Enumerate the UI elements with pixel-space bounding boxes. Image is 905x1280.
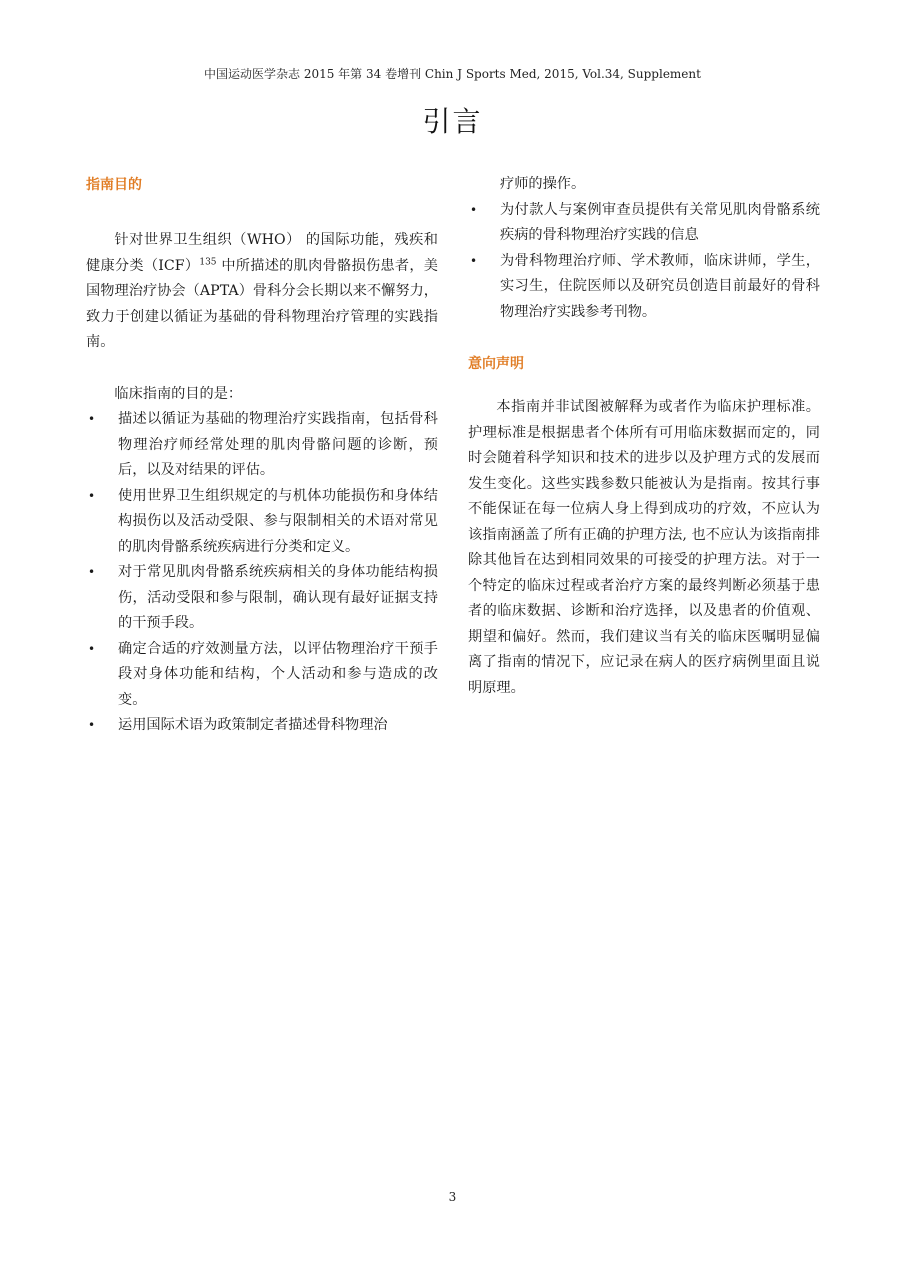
bullet-icon: • [88, 412, 96, 426]
list-item [468, 249, 820, 326]
purpose-lead: 临床指南的目的是： [114, 385, 243, 402]
bullet-icon: • [88, 565, 96, 579]
citation-superscript: 135 [199, 256, 217, 267]
list-item-text: 为骨科物理治疗师、学术教师，临床讲师，学生，实习生，住院医师以及研究员创造目前最好的骨科物理治疗实践参考刊物。 [500, 252, 820, 320]
intro-text-part1: 针对世界卫生组织（WHO） 的国际功能，残疾和健康分类（ICF） [86, 232, 438, 274]
bullet-icon: • [470, 253, 478, 268]
statement-paragraph: 本指南并非试图被解释为或者作为临床护理标准。护理标准是根据患者个体所有可用临床数据而定的，同时会随着科学知识和技术的进步以及护理方式的发展而发生变化。这些实践参数只能被认为是指南。按其行事不能保证在每一位病人身上得到成功的疗效，不应认为该指南涵盖了所有正确的护理方法, 也不应认为该指南排除其他旨在达到相同效果的可接受的护理方法。对于一个特定的临床过程或者治疗方案的最终判断必须基于患者的临床数据、诊断和治疗选择，以及患者的价值观、期望和偏好。然而，我们建议当有关的临床医嘱明显偏离了指南的情况下，应记录在病人的医疗病例里面且说明原理。 [468, 399, 820, 696]
left-column [86, 172, 438, 739]
list-item-text: 运用国际术语为政策制定者描述骨科物理治 [118, 717, 388, 733]
running-header: 中国运动医学杂志 2015 年第 34 卷增刊 Chin J Sports Med, 2015, Vol.34, Supplement [204, 67, 701, 81]
continued-bullet-text: 疗师的操作。 [500, 176, 586, 192]
section-heading-statement: 意向声明 [468, 356, 524, 372]
list-item [468, 198, 820, 249]
list-item-text: 描述以循证为基础的物理治疗实践指南，包括骨科物理治疗师经常处理的肌肉骨骼问题的诊断，预后，以及对结果的评估。 [118, 411, 438, 478]
bullet-icon: • [88, 718, 96, 732]
list-item-text: 确定合适的疗效测量方法，以评估物理治疗干预手段对身体功能和结构，个人活动和参与造成的改变。 [118, 640, 438, 708]
audience-bullet-list [468, 198, 820, 326]
bullet-icon: • [470, 202, 478, 217]
right-column [468, 172, 820, 701]
list-item [86, 560, 438, 637]
list-item [86, 713, 438, 739]
intro-text-part2: 中所描述的肌肉骨骼损伤患者，美国物理治疗协会（APTA）骨科分会长期以来不懈努力，致力于创建以循证为基础的骨科物理治疗管理的实践指南。 [86, 257, 438, 350]
page-number: 3 [448, 1190, 457, 1204]
list-item-text: 为付款人与案例审查员提供有关常见肌肉骨骼系统疾病的骨科物理治疗实践的信息 [500, 201, 820, 243]
page-title: 引言 [422, 105, 483, 138]
list-item [86, 484, 438, 561]
list-item [86, 407, 438, 484]
list-item-text: 对于常见肌肉骨骼系统疾病相关的身体功能结构损伤，活动受限和参与限制，确认现有最好证据支持的干预手段。 [118, 564, 438, 631]
list-item-text: 使用世界卫生组织规定的与机体功能损伤和身体结构损伤以及活动受限、参与限制相关的术语对常见的肌肉骨骼系统疾病进行分类和定义。 [118, 487, 438, 555]
intro-paragraph [86, 228, 438, 356]
bullet-icon: • [88, 641, 96, 656]
list-item [86, 637, 438, 714]
bullet-icon: • [88, 488, 96, 503]
purpose-bullet-list [86, 407, 438, 739]
section-heading-purpose: 指南目的 [86, 177, 142, 193]
